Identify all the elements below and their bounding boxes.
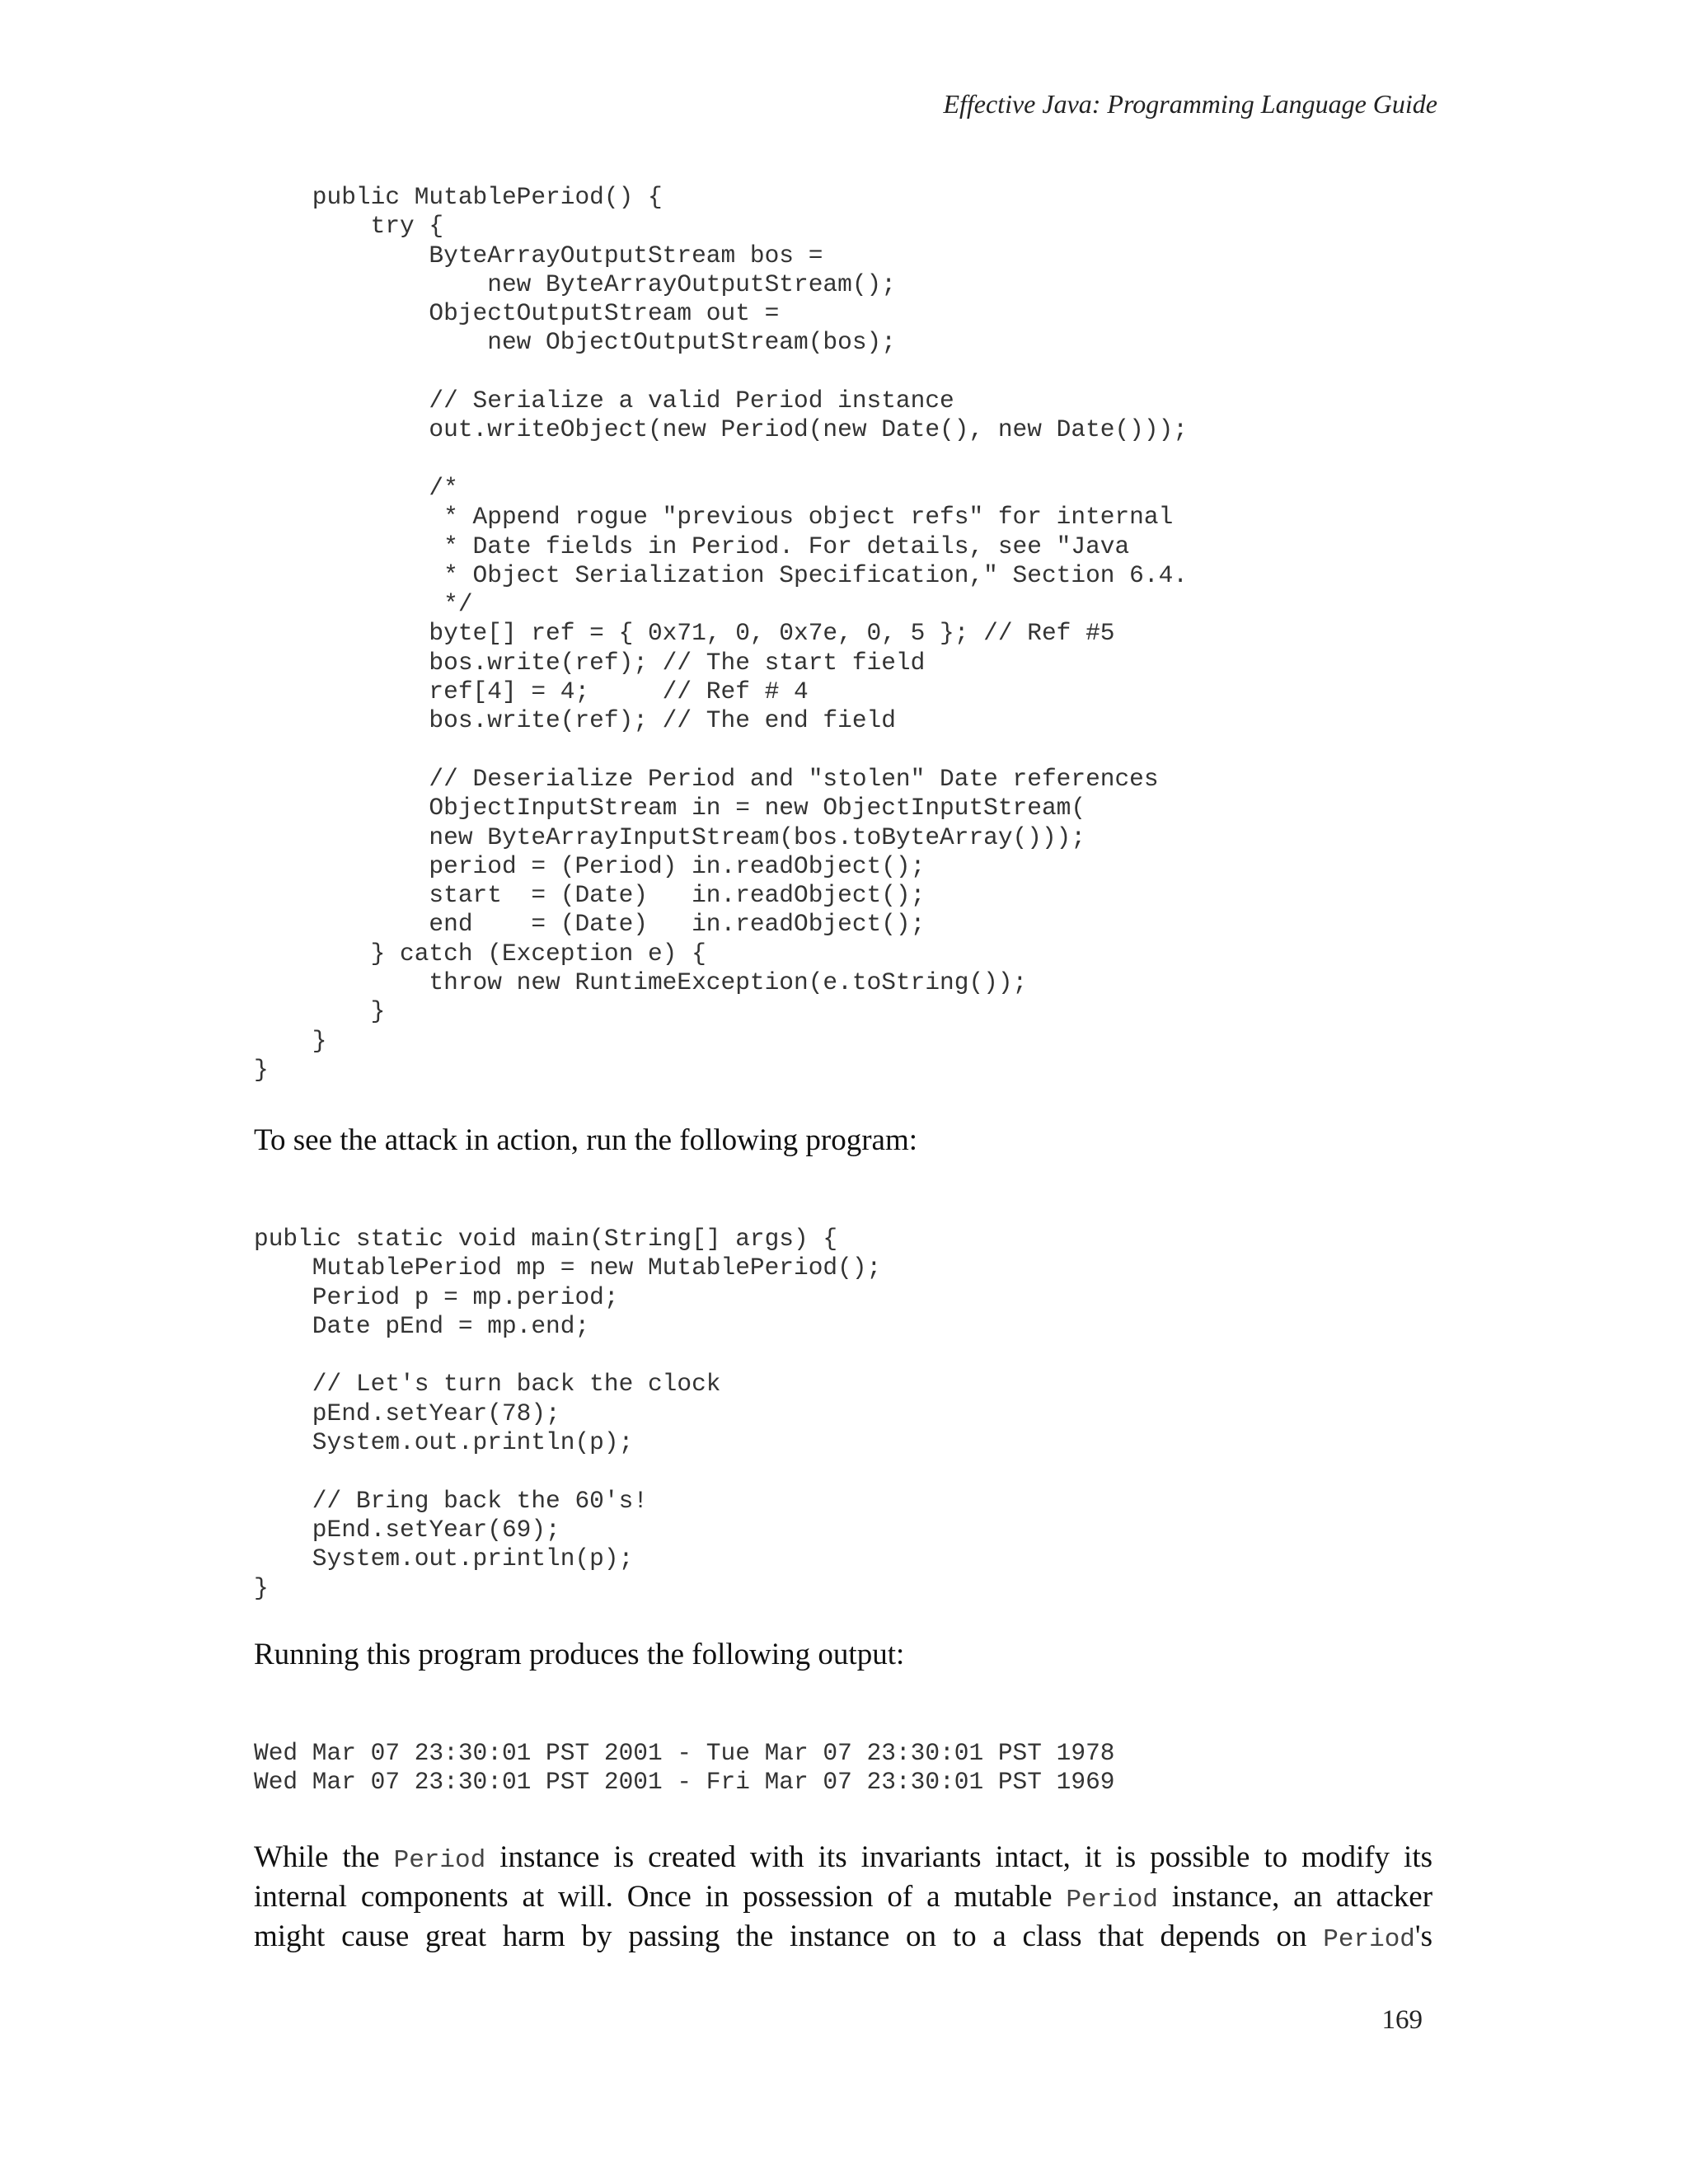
paragraph-line: While the Period instance is created with its invariants intact, it is possible to modify its <box>254 1840 1432 1875</box>
code-line: System.out.println(p); <box>254 1428 634 1457</box>
code-line: } catch (Exception e) { <box>254 939 706 968</box>
code-line: } <box>254 1026 327 1055</box>
code-term-period: Period <box>1066 1886 1158 1915</box>
code-line: out.writeObject(new Period(new Date(), new Date())); <box>254 415 1188 444</box>
code-line: public static void main(String[] args) { <box>254 1225 838 1253</box>
code-line: end = (Date) in.readObject(); <box>254 910 926 939</box>
code-term-period: Period <box>1323 1925 1415 1954</box>
code-line: ByteArrayOutputStream bos = <box>254 241 823 269</box>
code-line: bos.write(ref); // The start field <box>254 648 926 677</box>
code-line: // Let's turn back the clock <box>254 1370 721 1399</box>
code-line: * Object Serialization Specification," Section 6.4. <box>254 560 1188 589</box>
running-header: Effective Java: Programming Language Guide <box>943 89 1437 119</box>
code-line: pEnd.setYear(78); <box>254 1399 560 1427</box>
code-line: } <box>254 1573 269 1602</box>
code-line: ObjectOutputStream out = <box>254 299 780 328</box>
paragraph-line: might cause great harm by passing the instance on to a class that depends on Period's <box>254 1919 1432 1954</box>
code-line: bos.write(ref); // The end field <box>254 706 896 735</box>
code-line: * Append rogue "previous object refs" for internal <box>254 503 1174 532</box>
code-line: new ByteArrayInputStream(bos.toByteArray())); <box>254 823 1086 851</box>
code-term-period: Period <box>393 1846 486 1875</box>
paragraph-line: internal components at will. Once in possession of a mutable Period instance, an attacker <box>254 1880 1433 1915</box>
code-line: Wed Mar 07 23:30:01 PST 2001 - Tue Mar 07 23:30:01 PST 1978 <box>254 1739 1115 1767</box>
code-block-program-output <box>254 1739 1114 1797</box>
paragraph-invariants <box>254 1840 1432 1958</box>
code-block-mutable-period <box>254 183 1188 1085</box>
code-line: */ <box>254 590 473 619</box>
code-line: // Serialize a valid Period instance <box>254 387 954 415</box>
code-line: ObjectInputStream in = new ObjectInputStream( <box>254 794 1086 823</box>
code-line: period = (Period) in.readObject(); <box>254 851 926 880</box>
paragraph-output-intro: Running this program produces the following output: <box>254 1638 905 1671</box>
code-line: Wed Mar 07 23:30:01 PST 2001 - Fri Mar 07 23:30:01 PST 1969 <box>254 1768 1115 1797</box>
code-line: try { <box>254 212 444 241</box>
page-number: 169 <box>1381 2005 1423 2035</box>
code-line: Period p = mp.period; <box>254 1282 619 1311</box>
code-line: start = (Date) in.readObject(); <box>254 881 926 910</box>
code-line <box>254 1341 881 1370</box>
code-line <box>254 1457 881 1486</box>
code-line: } <box>254 997 386 1026</box>
code-line: /* <box>254 473 458 502</box>
code-line: Date pEnd = mp.end; <box>254 1311 590 1340</box>
code-line: throw new RuntimeException(e.toString()); <box>254 968 1028 997</box>
code-line: public MutablePeriod() { <box>254 183 663 211</box>
code-line: new ObjectOutputStream(bos); <box>254 328 896 357</box>
code-line: ref[4] = 4; // Ref # 4 <box>254 677 809 706</box>
code-line <box>254 736 1188 765</box>
code-line: // Bring back the 60's! <box>254 1486 648 1515</box>
code-line: * Date fields in Period. For details, see "Java <box>254 532 1130 560</box>
code-line: MutablePeriod mp = new MutablePeriod(); <box>254 1254 882 1282</box>
code-line <box>254 358 1188 387</box>
code-line: } <box>254 1055 269 1084</box>
code-line: System.out.println(p); <box>254 1544 634 1573</box>
code-line: new ByteArrayOutputStream(); <box>254 269 896 298</box>
code-line <box>254 445 1188 474</box>
code-line: pEnd.setYear(69); <box>254 1515 560 1544</box>
code-line: // Deserialize Period and "stolen" Date references <box>254 764 1159 793</box>
code-line: byte[] ref = { 0x71, 0, 0x7e, 0, 5 }; // Ref #5 <box>254 619 1115 648</box>
paragraph-attack-intro: To see the attack in action, run the following program: <box>254 1123 918 1157</box>
code-block-main-program <box>254 1225 881 1603</box>
